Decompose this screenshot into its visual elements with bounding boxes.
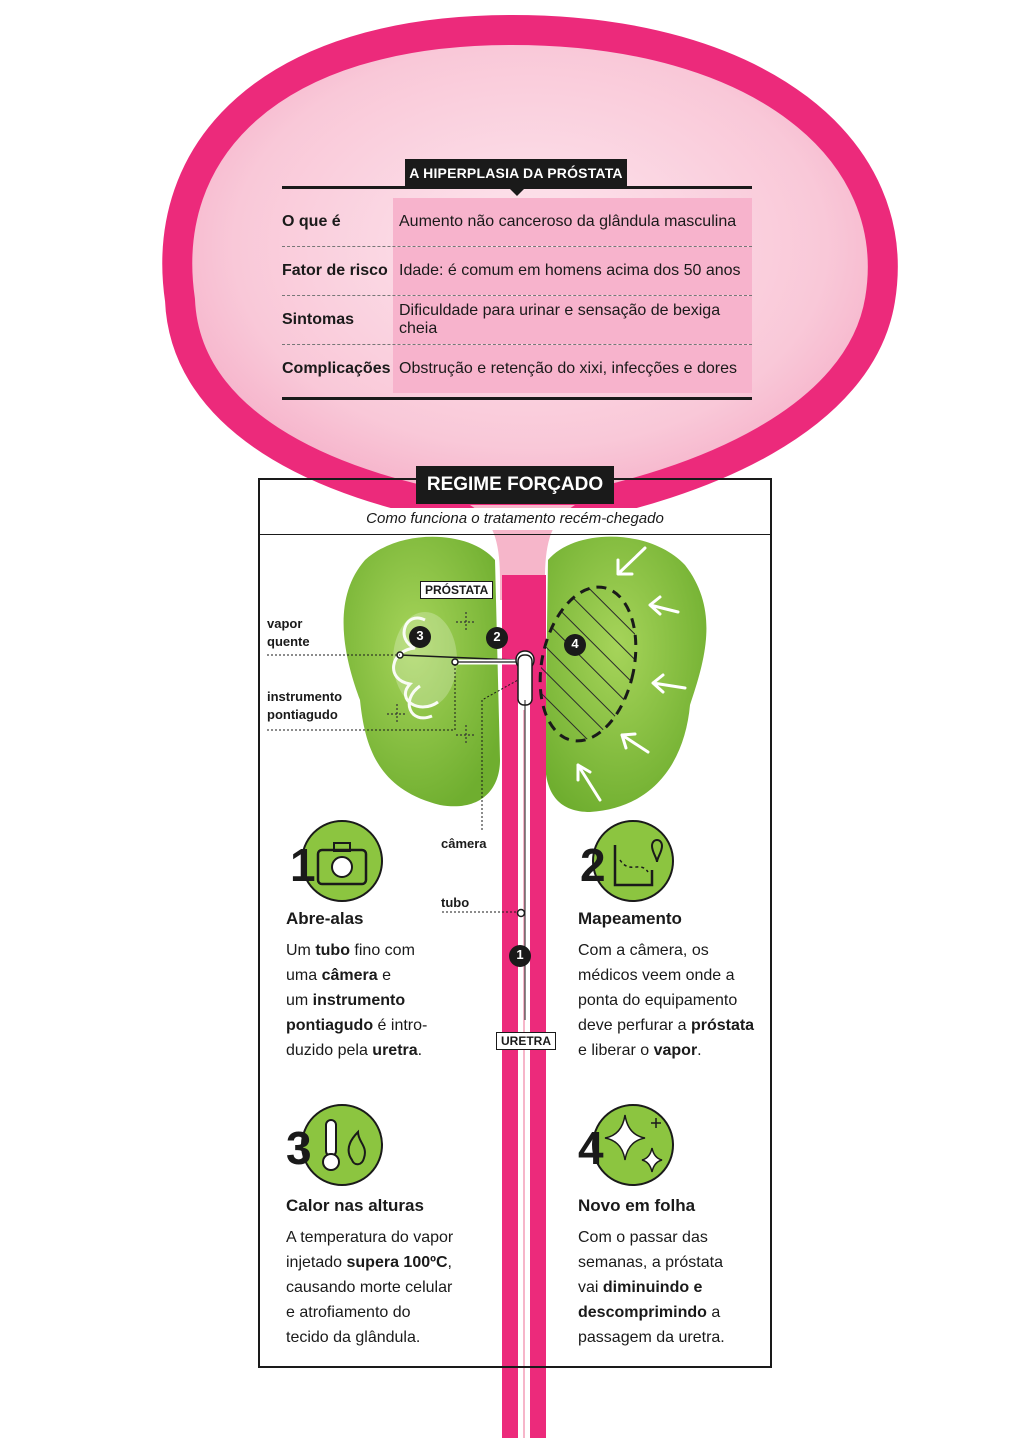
step-number: 1 [290,839,316,891]
step-text-line: vai diminuindo e [578,1279,703,1296]
info-row [282,345,752,393]
vapor-label [267,615,310,651]
info-row-value: Idade: é comum em homens acima dos 50 anos [393,247,752,295]
step-text-line: Com o passar das [578,1229,708,1246]
step-text-line: e atrofiamento do [286,1304,411,1321]
instrument-label-line: pontiagudo [267,707,338,722]
info-title: A HIPERPLASIA DA PRÓSTATA [405,159,627,187]
step-text-bold: vapor [653,1042,698,1059]
info-row-value: Aumento não canceroso da glândula masculina [393,198,752,246]
step-number: 2 [580,839,606,891]
step-text-bold: uretra [372,1042,418,1059]
uretra-label: URETRA [496,1032,556,1050]
info-rule-top [282,186,752,189]
info-row-value: Dificuldade para urinar e sensação de bexiga cheia [393,296,752,344]
box-divider [258,534,772,535]
step-text-bold: instrumento [312,992,406,1009]
step-text-bold: diminuindo e [602,1279,703,1296]
info-row [282,247,752,296]
prostata-label: PRÓSTATA [420,581,493,599]
step-text-line: causando morte celular [286,1279,453,1296]
info-row-value: Obstrução e retenção do xixi, infecções e dores [393,345,752,393]
info-row-label: Fator de risco [282,262,388,279]
step-title: Mapeamento [578,909,682,928]
camera-label: câmera [441,836,487,851]
step-text-bold: tubo [315,942,350,959]
step-number: 4 [578,1122,604,1174]
step-text-line: semanas, a próstata [578,1254,723,1271]
marker-1-number: 1 [516,947,524,962]
marker-2-number: 2 [493,629,501,644]
step-text-bold: descomprimindo [578,1304,707,1321]
info-row-label: Sintomas [282,311,355,328]
step-title: Calor nas alturas [286,1196,424,1215]
vapor-label-line: quente [267,634,310,649]
step-text-line: médicos veem onde a [578,967,735,984]
step-text-bold: câmera [321,967,378,984]
step-text-line: pontiagudo é intro- [286,1017,428,1034]
step-text [286,1225,486,1350]
step-text-line: tecido da glândula. [286,1329,421,1346]
step-text-line: Um tubo fino com [286,942,415,959]
step-text [286,938,486,1063]
step-text-line: duzido pela uretra. [286,1042,423,1059]
instrument-label [267,688,342,724]
step-text-line: um instrumento [286,992,406,1009]
marker-4-number: 4 [571,636,579,651]
box-title: REGIME FORÇADO [416,466,614,504]
info-row [282,198,752,247]
step-text-bold: pontiagudo [286,1017,374,1034]
step-text [578,938,768,1063]
step-text-line: A temperatura do vapor [286,1229,454,1246]
step-text-bold: supera 100ºC [346,1254,448,1271]
step-text-line: passagem da uretra. [578,1329,725,1346]
tubo-label: tubo [441,895,470,910]
instrument-label-line: instrumento [267,689,343,704]
step-text-line: injetado supera 100ºC, [286,1254,452,1271]
info-row-label: Complicações [282,360,391,377]
step-text-line: uma câmera e [286,967,391,984]
step-title: Novo em folha [578,1196,696,1215]
box-subtitle: Como funciona o tratamento recém-chegado [363,508,667,530]
step-number: 3 [286,1122,312,1174]
step-text-bold: próstata [690,1017,755,1034]
step-title: Abre-alas [286,909,364,928]
step-text-line: Com a câmera, os [578,942,709,959]
marker-3-number: 3 [416,628,424,643]
info-row-label: O que é [282,213,341,230]
vapor-label-line: vapor [267,616,303,631]
step-text-line: e liberar o vapor. [578,1042,702,1059]
step-text-line: descomprimindo a [578,1304,721,1321]
step-text [578,1225,768,1350]
step-text-line: ponta do equipamento [578,992,738,1009]
info-row [282,296,752,345]
info-rule-bottom [282,397,752,400]
step-text-line: deve perfurar a próstata [578,1017,755,1034]
